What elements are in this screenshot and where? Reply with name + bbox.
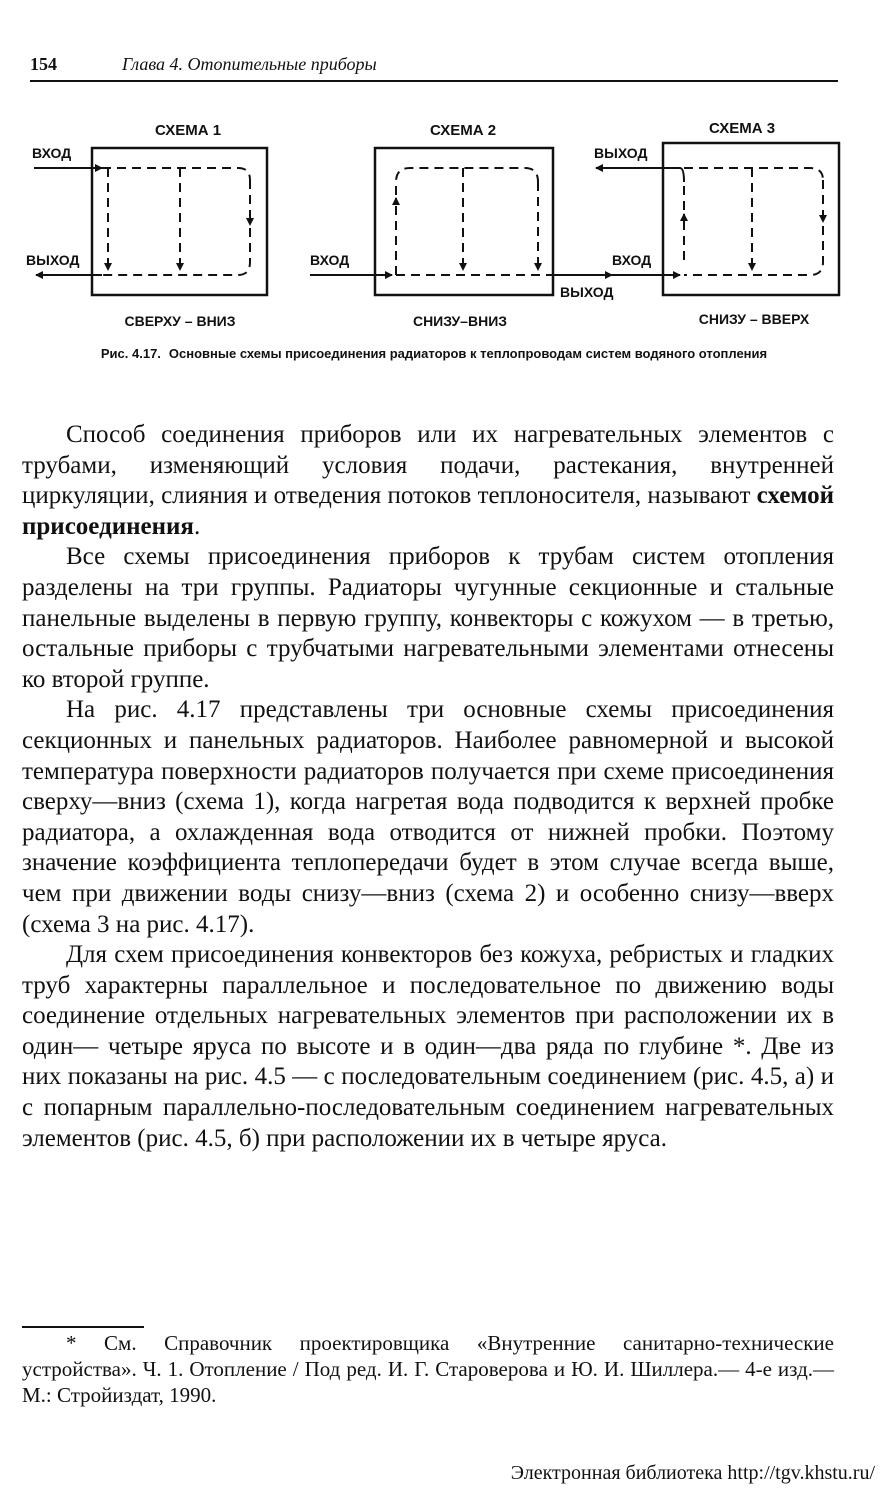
scheme-1-inlet-label: ВХОД	[32, 145, 72, 161]
scheme-2-subtitle: СНИЗУ–ВНИЗ	[412, 313, 508, 329]
term-connection-scheme: схемой присоединения	[22, 482, 834, 540]
figure-4-17	[20, 110, 850, 335]
paragraph-3: На рис. 4.17 представлены три основные схемы присоединения секционных и панельных радиаторов. Наиболее равномерной и высокой температура поверхности радиаторов получается при схеме присоединения сверху—вниз (схема 1), когда нагретая вода подводится к верхней пробке радиатора, а охлажденная вода отводится от нижней пробки. Поэтому значение коэффициента теплопередачи будет в этом случае всегда выше, чем при движении воды снизу—вниз (схема 2) и особенно снизу—вверх (схема 3 на рис. 4.17).	[22, 696, 834, 938]
figure-caption-label: Рис. 4.17.	[100, 346, 161, 361]
scheme-3-inlet-label: ВХОД	[612, 252, 652, 268]
scheme-3-outlet-label: ВЫХОД	[594, 145, 648, 161]
body-text	[22, 420, 834, 1154]
library-footer: Электронная библиотека http://tgv.khstu.ru/	[510, 1462, 875, 1484]
scheme-1-subtitle: СВЕРХУ – ВНИЗ	[124, 313, 236, 329]
scheme-2-title: СХЕМА 2	[429, 122, 497, 139]
figure-caption	[30, 345, 838, 362]
figure-caption-text: Основные схемы присоединения радиаторов к теплопроводам систем водяного отопления	[168, 346, 768, 361]
radiator-schemes-diagram	[20, 110, 850, 335]
paragraph-2: Все схемы присоединения приборов к трубам систем отопления разделены на три группы. Радиаторы чугунные секционные и стальные панельные выделены в первую группу, конвекторы с кожухом — в третью, остальные приборы с трубчатыми нагревательными элементами отнесены ко второй группе.	[22, 543, 834, 693]
scheme-3-flow-lines	[680, 168, 823, 275]
paragraph-1-end: .	[193, 512, 201, 540]
scheme-3	[594, 120, 839, 327]
paragraph-1	[22, 420, 834, 542]
page-header	[30, 52, 838, 82]
scheme-2-flow-lines	[396, 168, 553, 275]
scheme-2-outlet-label: ВЫХОД	[560, 284, 614, 300]
scheme-1-flow-lines	[102, 168, 250, 275]
paragraph-1-text: Способ соединения приборов или их нагревательных элементов с трубами, изменяющий условия подачи, растекания, внутренней циркуляции, слияния и отведения потоков теплоносителя, называют	[22, 421, 834, 510]
page-number: 154	[30, 54, 57, 74]
scheme-1	[26, 122, 267, 329]
scheme-2	[310, 122, 613, 329]
paragraph-4: Для схем присоединения конвекторов без кожуха, ребристых и гладких труб характерны параллельное и последовательное по движению воды соединение отдельных нагревательных элементов при расположении их в один— четыре яруса по высоте и в один—два ряда по глубине *. Две из них показаны на рис. 4.5 — с последовательным соединением (рис. 4.5, а) и с попарным параллельно-последовательным соединением нагревательных элементов (рис. 4.5, б) при расположении их в четыре яруса.	[22, 941, 834, 1152]
scheme-2-inlet-label: ВХОД	[310, 252, 350, 268]
footnote: * См. Справочник проектировщика «Внутренние санитарно-технические устройства». Ч. 1. Отопление / Под ред. И. Г. Староверова и Ю. И. Шиллера.— 4-е изд.— М.: Стройиздат, 1990.	[22, 1331, 834, 1407]
scheme-1-title: СХЕМА 1	[154, 122, 222, 139]
footnote-rule	[22, 1326, 144, 1328]
scheme-1-outlet-label: ВЫХОД	[26, 252, 80, 268]
scheme-3-subtitle: СНИЗУ – ВВЕРХ	[698, 311, 810, 327]
chapter-title: Глава 4. Отопительные приборы	[122, 54, 377, 74]
scheme-3-title: СХЕМА 3	[708, 120, 776, 137]
